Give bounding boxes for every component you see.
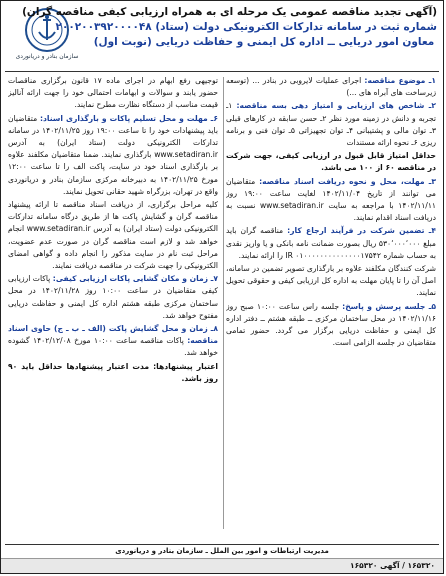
notice-paragraph (8, 323, 218, 360)
section-text: ۱ـ تجربه و دانش در زمینه مورد نظر ۲ـ حسن سابقه در کارهای قبلی ۳ـ توان مالی و پشتیبانی ۴ـ توان تجهیزاتی ۵ـ توان فنی و برنامه ریزی ۶ـ نحوه ارائه مستندات (226, 101, 436, 148)
section-heading: ۳ـ مهلت، محل و نحوه دریافت اسناد مناقصه: (259, 176, 436, 186)
registration-number: شماره ثبت در سامانه تدارکات الکترونیکی دولت (ستاد) ۲۰۰۲۰۰۳۹۲۰۰۰۰۴۸ (55, 21, 437, 33)
section-text: متقاضیان باید پیشنهادات خود را تا ساعت ۱۹:۰۰ روز ۱۴۰۲/۱۱/۲۵ در سامانه تدارکات الکترونیکی دولت (ستاد ایران) به آدرس www.setadiran.ir بارگذاری نمایند. ضمنا متقاضیان مکلفند علاوه بر بارگذاری اسناد خود در سایت، پاکت الف را تا ساعت ۱۲:۰۰ مورخ ۱۴۰۲/۱۱/۲۵ به دبیرخانه مرکزی سازمان بنادر و دریانوردی واقع در تهران، بزرگراه شهید حقانی تحویل نمایند. (8, 113, 218, 196)
notice-paragraph (226, 150, 436, 174)
notice-paragraph (226, 75, 436, 99)
section-text: توجیهی رفع ابهام در اجرای ماده ۱۷ قانون برگزاری مناقصات حضور یابند و سوالات و ابهامات احتمالی خود را جهت ارائه آنالیز قیمت مناسب از دستگاه نظارت مطرح نمایند. (8, 76, 218, 110)
footer-credit: مدیریت ارتباطات و امور بین الملل ـ سازمان بنادر و دریانوردی (115, 547, 329, 555)
section-heading: ۸ـ زمان و محل گشایش پاکت (الف ـ ب ـ ج) حاوی اسناد مناقصه: (8, 324, 218, 346)
section-heading: ۱ـ موضوع مناقصه: (364, 76, 436, 85)
section-heading: ۴ـ تضمین شرکت در فرآیند ارجاع کار: (287, 226, 436, 236)
section-text: حداقل امتیاز قابل قبول در ارزیابی کیفی، جهت شرکت در مناقصه ۶۰ از ۱۰۰ می باشد. (226, 151, 436, 173)
section-text: مناقصه گران باید مبلغ ۵۳۰٬۰۰۰٬۰۰۰ ریال بصورت ضمانت نامه بانکی و یا واریز نقدی به حساب شماره IR ۰۱۰۰۰۰۰۰۰۰۰۰۰۰۰۰۱۷۵۴۲ را ارائه نمایند. (226, 226, 436, 260)
left-column (8, 75, 218, 531)
notice-paragraph (226, 225, 436, 262)
issuing-department: معاون امور دریایی ــ اداره کل ایمنی و حفاظت دریایی (نوبت اول) (93, 36, 435, 48)
notice-paragraph (226, 263, 436, 300)
notice-paragraph (226, 301, 436, 350)
section-text: پاکات مناقصه ساعت ۱۰:۰۰ مورخ ۱۴۰۲/۱۲/۰۸ گشوده خواهد شد. (8, 336, 218, 358)
section-text: کلیه مراحل برگزاری، از دریافت اسناد مناقصه تا ارائه پیشنهاد مناقصه گران و گشایش پاکت ها از طریق درگاه سامانه تدارکات الکترونیکی دولت (ستاد ایران) به آدرس www.setadiran.ir انجام خواهد شد و لازم است مناقصه گران در صورت عدم عضویت، مراحل ثبت نام در سایت مذکور را انجام داده و گواهی امضای الکترونیکی را جهت شرکت در مناقصه دریافت نمایند. (8, 200, 218, 271)
logo-caption: سازمان بنادر و دریانوردی (15, 53, 79, 60)
section-text: شرکت کنندگان مکلفند علاوه بر بارگذاری تصویر تضمین در سامانه، اصل آن را تا پایان مهلت به اداره کل ارزیابی کیفی و حقوقی تحویل نمایند. (226, 264, 436, 298)
section-text: جلسه راس ساعت ۱۰:۰۰ صبح روز ۱۴۰۲/۱۱/۱۶ در محل ساختمان مرکزی ــ طبقه هشتم ــ دفتر اداره کل ایمنی و حفاظت دریایی برگزار می گردد. حضور تمامی متقاضیان در جلسه الزامی است. (226, 301, 436, 348)
notice-paragraph (8, 199, 218, 272)
section-text: پاکات ارزیابی کیفی متقاضیان در ساعت ۱۰:۰۰ روز ۱۴۰۲/۱۱/۲۸ در محل ساختمان مرکزی طبقه هشتم اداره کل ایمنی و حفاظت دریایی مفتوح خواهد شد. (8, 274, 218, 320)
header-divider (5, 71, 439, 72)
section-heading: ۷ـ زمان و مکان گشایی پاکات ارزیابی کیفی: (52, 274, 218, 284)
right-column (226, 75, 436, 531)
notice-title: (آگهی تجدید مناقصه عمومی یک مرحله ای به همراه ارزیابی کیفی مناقصه گران) (22, 6, 437, 18)
notice-paragraph (226, 100, 436, 149)
notice-paragraph (8, 361, 218, 385)
notice-paragraph (8, 113, 218, 198)
section-heading: ۶ـ مهلت و محل تسلیم پاکات و بارگذاری اسناد: (39, 113, 218, 123)
section-heading: ۵ـ جلسه پرسش و پاسخ: (342, 301, 436, 311)
column-divider (223, 77, 224, 529)
section-text: اجرای عملیات لایروبی در بنادر ... (توسعه زیرساخت های آبراه های ...) (226, 76, 436, 98)
notice-paragraph (8, 75, 218, 112)
ad-id-strip: ۱۶۵۳۲۰ / آگهی ۱۶۵۳۲۰ (1, 558, 443, 573)
notice-paragraph (226, 176, 436, 225)
section-text: اعتبار پیشنهادها: مدت اعتبار پیشنهادها حداقل باید ۹۰ روز باشد. (8, 361, 218, 383)
section-text: متقاضیان می توانند از تاریخ ۱۴۰۲/۱۱/۰۴ لغایت ساعت ۱۹:۰۰ روز ۱۴۰۲/۱۱/۱۱ با مراجعه به سایت www.setadiran.ir نسبت به دریافت اسناد اقدام نمایند. (226, 176, 436, 223)
section-heading: ۲ـ شاخص های ارزیابی و امتیاز دهی بسه مناقصه: (236, 101, 436, 111)
notice-paragraph (8, 273, 218, 322)
